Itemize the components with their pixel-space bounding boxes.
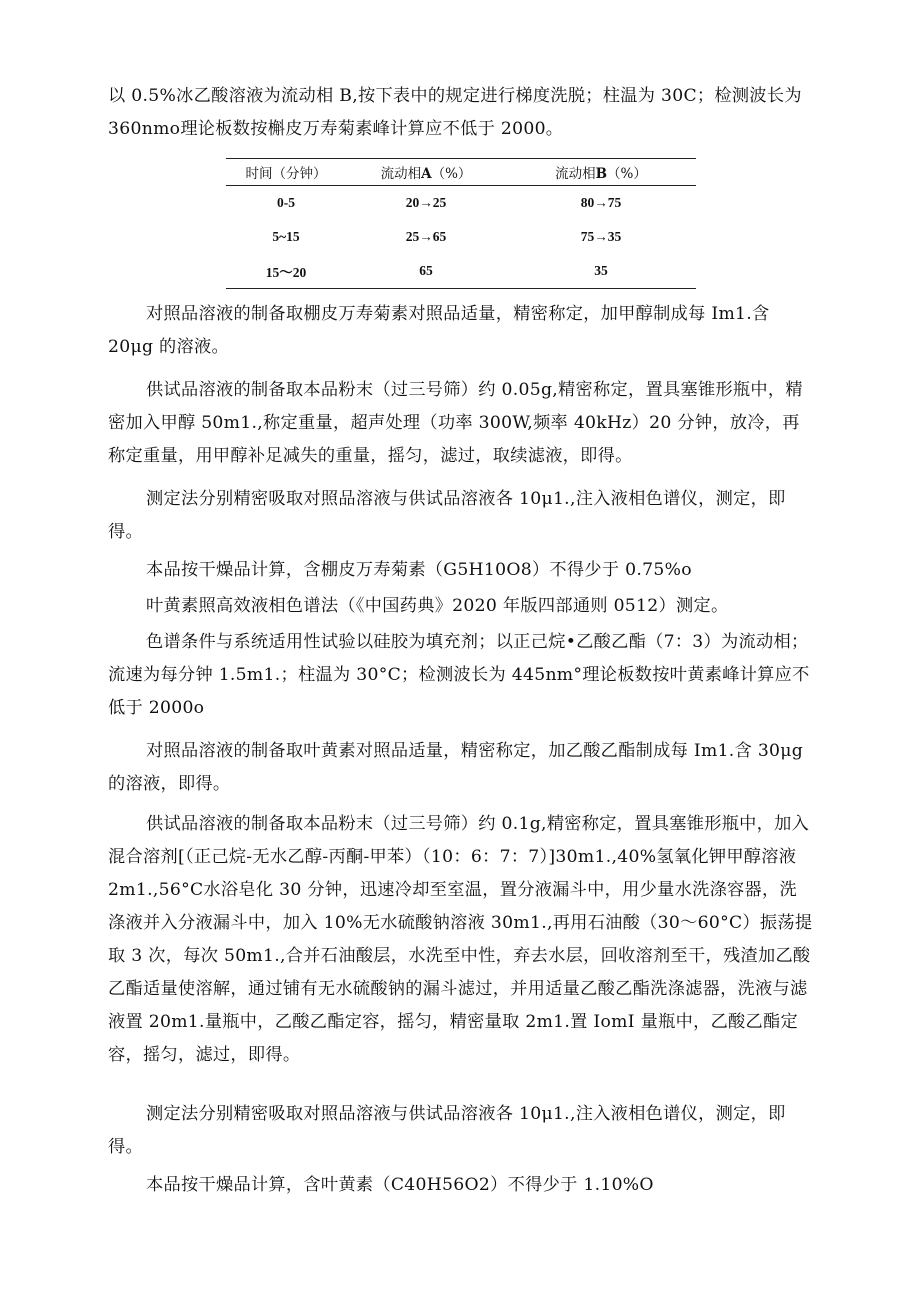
header-phase-b-prefix: 流动相	[555, 166, 596, 182]
gradient-table	[226, 158, 696, 289]
cell-phase-b: 75→35	[580, 229, 622, 244]
header-phase-b-suffix: （%）	[607, 166, 647, 182]
paragraph-chromatography-conditions: 色谱条件与系统适用性试验以硅胶为填充剂；以正己烷•乙酸乙酯（7：3）为流动相；流速为每分钟 1.5m1.；柱温为 30°C；检测波长为 445nm°理论板数按叶黄素峰计算应不低于 2000o	[108, 632, 810, 718]
cell-phase-b: 35	[506, 254, 696, 289]
cell-phase-a: 65	[346, 254, 506, 289]
paragraph-test-solution-2: 供试品溶液的制备取本品粉末（过三号筛）约 0.1g,精密称定，置具塞锥形瓶中，加入混合溶剂[（正己烷-无水乙醇-丙酮-甲苯）（10：6：7：7）]30m1.,40%氢氧化钾甲醇溶液 2m1.,56°C水浴皂化 30 分钟，迅速冷却至室温，置分液漏斗中，用少量水洗涤容器，洗涤液并入分液漏斗中，加入 10%无水硫酸钠溶液 30m1.,再用石油酸（30～60°C）振荡提取 3 次，每次 50m1.,合并石油酸层，水洗至中性，弃去水层，回收溶剂至干，残渣加乙酸乙酯适量使溶解，通过铺有无水硫酸钠的漏斗滤过，并用适量乙酸乙酯洗涤滤器，洗液与滤液置 20m1.量瓶中，乙酸乙酯定容，摇匀，精密量取 2m1.置 IomI 量瓶中，乙酸乙酯定容，摇匀，滤过，即得。	[108, 814, 813, 1065]
header-time: 时间（分钟）	[226, 159, 346, 186]
table-header-row	[226, 159, 696, 186]
cell-phase-b: 80→75	[580, 195, 622, 210]
header-phase-a-suffix: （%）	[431, 166, 472, 182]
cell-time: 15～20	[226, 254, 346, 289]
header-phase-a-prefix: 流动相	[380, 166, 422, 182]
paragraph-content-limit-2: 本品按干燥品计算，含叶黄素（C40H56O2）不得少于 1.10%O	[146, 1175, 654, 1195]
table-row	[226, 220, 696, 254]
cell-time: 0-5	[277, 195, 295, 210]
cell-phase-a: 25→65	[405, 229, 447, 244]
cell-time: 5~15	[272, 229, 300, 244]
header-phase-b-letter: B	[595, 166, 608, 182]
paragraph-test-solution-1: 供试品溶液的制备取本品粉末（过三号筛）约 0.05g,精密称定，置具塞锥形瓶中，精密加入甲醇 50m1.,称定重量，超声处理（功率 300W,频率 40kHz）20 分钟，放冷，再称定重量，用甲醇补足减失的重量，摇匀，滤过，取续滤液，即得。	[108, 380, 803, 466]
paragraph-reference-solution-1: 对照品溶液的制备取棚皮万寿菊素对照品适量，精密称定，加甲醇制成每 Im1.含 20μg 的溶液。	[108, 304, 770, 357]
paragraph-content-limit-1: 本品按干燥品计算，含棚皮万寿菊素（G5H10O8）不得少于 0.75%o	[146, 560, 692, 580]
paragraph-determination-2: 测定法分别精密吸取对照品溶液与供试品溶液各 10μ1.,注入液相色谱仪，测定，即得。	[108, 1104, 786, 1157]
header-phase-b	[506, 159, 696, 186]
table-row	[226, 254, 696, 289]
header-phase-a-letter: A	[421, 166, 432, 182]
paragraph-reference-solution-2: 对照品溶液的制备取叶黄素对照品适量，精密称定，加乙酸乙酯制成每 Im1.含 30μg 的溶液，即得。	[108, 741, 804, 794]
paragraph-determination-1: 测定法分别精密吸取对照品溶液与供试品溶液各 10μ1.,注入液相色谱仪，测定，即得。	[108, 489, 786, 542]
paragraph-mobile-phase-b: 以 0.5%冰乙酸溶液为流动相 B,按下表中的规定进行梯度洗脱；柱温为 30C；检测波长为 360nmo理论板数按槲皮万寿菊素峰计算应不低于 2000。	[108, 86, 802, 139]
header-phase-a	[346, 159, 506, 186]
paragraph-lutein-method: 叶黄素照高效液相色谱法（《中国药典》2020 年版四部通则 0512）测定。	[146, 596, 729, 616]
table-row	[226, 186, 696, 221]
cell-phase-a: 20→25	[405, 195, 447, 210]
